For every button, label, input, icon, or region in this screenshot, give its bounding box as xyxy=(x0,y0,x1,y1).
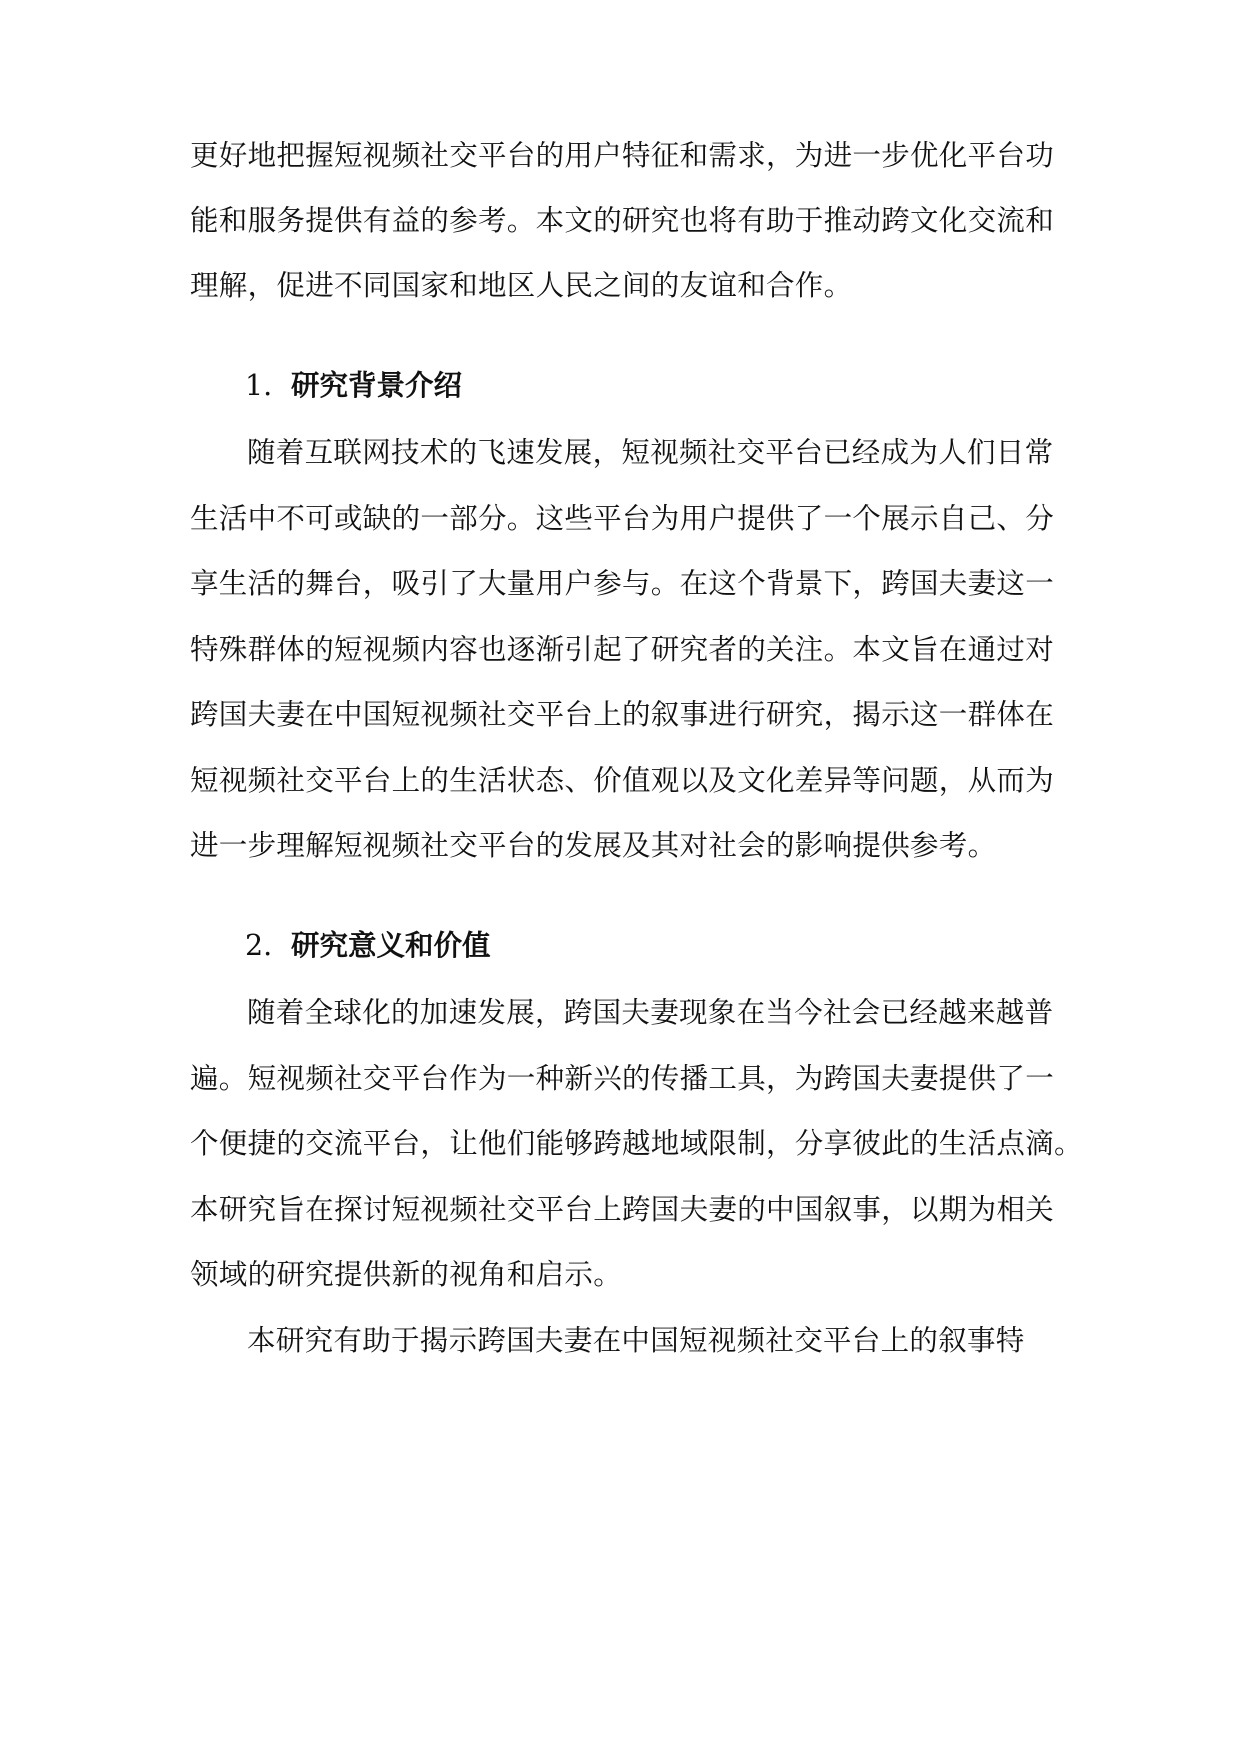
section-1-heading xyxy=(245,366,462,406)
intro-line-3: 理解，促进不同国家和地区人民之间的友谊和合作。 xyxy=(190,269,853,302)
section-2-line-2: 遍。短视频社交平台作为一种新兴的传播工具，为跨国夫妻提供了一 xyxy=(190,1062,1055,1095)
section-1-line-3: 享生活的舞台，吸引了大量用户参与。在这个背景下，跨国夫妻这一 xyxy=(190,567,1055,600)
section-1-line-4: 特殊群体的短视频内容也逐渐引起了研究者的关注。本文旨在通过对 xyxy=(190,633,1055,666)
section-1-line-5: 跨国夫妻在中国短视频社交平台上的叙事进行研究，揭示这一群体在 xyxy=(190,698,1055,731)
section-1-line-7: 进一步理解短视频社交平台的发展及其对社会的影响提供参考。 xyxy=(190,829,997,862)
section-1-number: 1. xyxy=(245,369,273,402)
section-1-line-1: 随着互联网技术的飞速发展，短视频社交平台已经成为人们日常 xyxy=(247,436,1054,469)
intro-line-2: 能和服务提供有益的参考。本文的研究也将有助于推动跨文化交流和 xyxy=(190,204,1055,237)
section-1-line-2: 生活中不可或缺的一部分。这些平台为用户提供了一个展示自己、分 xyxy=(190,502,1055,535)
section-1-line-6: 短视频社交平台上的生活状态、价值观以及文化差异等问题，从而为 xyxy=(190,764,1055,797)
section-2-line-3: 个便捷的交流平台，让他们能够跨越地域限制，分享彼此的生活点滴。 xyxy=(190,1127,1083,1160)
section-2-line-4: 本研究旨在探讨短视频社交平台上跨国夫妻的中国叙事，以期为相关 xyxy=(190,1193,1055,1226)
section-2-line-1: 随着全球化的加速发展，跨国夫妻现象在当今社会已经越来越普 xyxy=(247,996,1054,1029)
section-2-heading xyxy=(245,926,491,966)
section-2-number: 2. xyxy=(245,929,273,962)
section-1-title: 研究背景介绍 xyxy=(291,369,463,402)
intro-line-1: 更好地把握短视频社交平台的用户特征和需求，为进一步优化平台功 xyxy=(190,139,1055,172)
section-2-para2-line-1: 本研究有助于揭示跨国夫妻在中国短视频社交平台上的叙事特 xyxy=(247,1324,1025,1357)
section-2-title: 研究意义和价值 xyxy=(291,929,491,962)
section-2-line-5: 领域的研究提供新的视角和启示。 xyxy=(190,1258,623,1291)
